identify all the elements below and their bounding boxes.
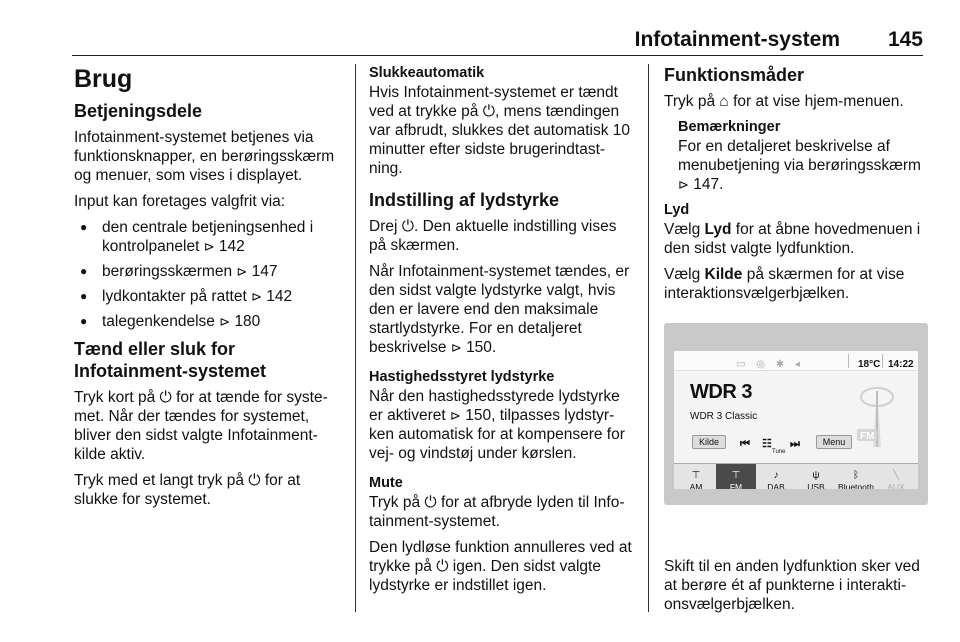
column-divider-1 [355,64,356,612]
paragraph: Skift til en anden lydfunktion sker ved at berøre ét af punkterne i interaktionsvælgerbjælken. [664,558,920,613]
paragraph: Tryk på ⏻ for at afbryde lyden til Infotainment-systemet. [369,494,625,530]
source-dab[interactable]: ♪ DAB [756,464,796,489]
column-2 [369,64,633,602]
aux-icon: ╲ [892,470,900,481]
section-title: Brug [74,65,133,93]
list-item: ● talegenkendelse ⊳ 180 [74,312,346,331]
paragraph: Tryk kort på ⏻ for at tænde for systemet. Når der tændes for systemet, bliver den sidst valgte Infotainment-kilde aktiv. [74,389,328,463]
status-icons: ▭ ◎ ✱ ◂ [736,359,804,370]
ref-arrow-icon: ⊳ [251,289,262,304]
column-divider-2 [648,64,649,612]
paragraph: Hvis Infotainment-systemet er tændt ved at trykke på ⏻, mens tændingen var afbrudt, slukkes det automatisk 10 minutter efter sidste brugerindtastning. [369,84,631,177]
svg-text:FM: FM [860,431,875,442]
tune-label: Tune [772,449,786,455]
column-3 [664,64,928,621]
paragraph: Tryk på ⌂ for at vise hjem-menuen. [664,93,904,110]
heading-speed-volume: Hastighedsstyret lydstyrke [369,369,555,385]
ref-arrow-icon: ⊳ [449,408,461,423]
heading-sound: Lyd [664,202,690,218]
paragraph: Vælg Kilde på skærmen for at vise interaktionsvælgerbjælken. [664,266,905,302]
screen-display [674,351,918,489]
heading-auto-off: Slukkeautomatik [369,65,485,81]
seek-back-icon[interactable]: ⏮ [740,438,750,450]
source-am[interactable]: ⊤ AM [676,464,716,489]
source-aux[interactable]: ╲ AUX [876,464,916,489]
ref-arrow-icon: ⊳ [236,264,248,279]
bluetooth-icon: ᛒ [853,470,859,481]
paragraph: Infotainment-systemet betjenes via funktionsknapper, en berøringsskærm og menuer, som vises i displayet. [74,129,335,184]
station-name: WDR 3 [690,381,752,403]
clock: 14:22 [888,359,914,370]
input-methods-list [74,218,346,331]
source-usb[interactable]: ψ USB [796,464,836,489]
tune-icon[interactable]: ☷ [762,438,772,450]
source-selector-bar [674,463,918,489]
usb-icon: ψ [812,470,820,481]
paragraph: Input kan foretages valgfrit via: [74,193,286,210]
source-bluetooth[interactable]: ᛒ Bluetooth [836,464,876,489]
header-rule [72,55,923,56]
infotainment-screenshot [664,323,928,505]
seek-forward-icon[interactable]: ⏭ [790,438,800,450]
header-title: Infotainment-system [634,28,840,51]
paragraph: Når den hastighedsstyrede lydstyrke er aktiveret ⊳ 150, tilpasses lydstyrken automatisk for at kompensere for vej- og vindstøj under kørslen. [369,388,625,462]
note-box [664,118,928,194]
heading-modes: Funktionsmåder [664,65,805,85]
source-button[interactable]: Kilde [692,435,726,449]
temperature: 18°C [858,359,881,370]
note-title: Bemærkninger [678,119,781,135]
status-bar [674,351,918,371]
source-fm[interactable]: ⊤ FM [716,464,756,489]
heading-volume: Indstilling af lydstyrke [369,190,560,210]
list-item: ● den centrale betjeningsenhed i kontrolpanelet ⊳ 142 [74,218,346,256]
heading-controls: Betjeningsdele [74,101,203,121]
antenna-icon: ⊤ [691,470,701,481]
page-number: 145 [887,28,923,51]
column-1 [74,64,346,516]
ref-arrow-icon: ⊳ [219,314,231,329]
antenna-icon: ⊤ [731,470,741,481]
paragraph: Den lydløse funktion annulleres ved at trykke på ⏻ igen. Den sidst valgte lydstyrke er indstillet igen. [369,539,632,594]
ref-arrow-icon: ⊳ [203,239,215,254]
note-text: For en detaljeret beskrivelse af menubetjening via berøringsskærm ⊳ 147. [678,138,921,193]
list-item: ● lydkontakter på rattet ⊳ 142 [74,287,346,306]
dab-icon: ♪ [773,470,779,481]
menu-button[interactable]: Menu [816,435,852,449]
ref-arrow-icon: ⊳ [678,177,689,192]
list-item: ● berøringsskærmen ⊳ 147 [74,262,346,281]
station-subtitle: WDR 3 Classic [690,411,758,422]
paragraph: Tryk med et langt tryk på ⏻ for at slukke for systemet. [74,472,301,508]
radio-tower-icon [856,385,898,449]
ref-arrow-icon: ⊳ [450,340,462,355]
heading-on-off: Tænd eller sluk for Infotainment-systemet [74,339,267,381]
paragraph: Drej ⏻. Den aktuelle indstilling vises på skærmen. [369,218,617,254]
paragraph: Når Infotainment-systemet tændes, er den sidst valgte lydstyrke valgt, hvis den er lavere end den maksimale startlydstyrke. For en detaljeret beskrivelse ⊳ 150. [369,263,630,356]
page-header [0,0,960,60]
paragraph: Vælg Lyd for at åbne hovedmenuen i den sidst valgte lydfunktion. [664,221,921,257]
heading-mute: Mute [369,475,403,491]
